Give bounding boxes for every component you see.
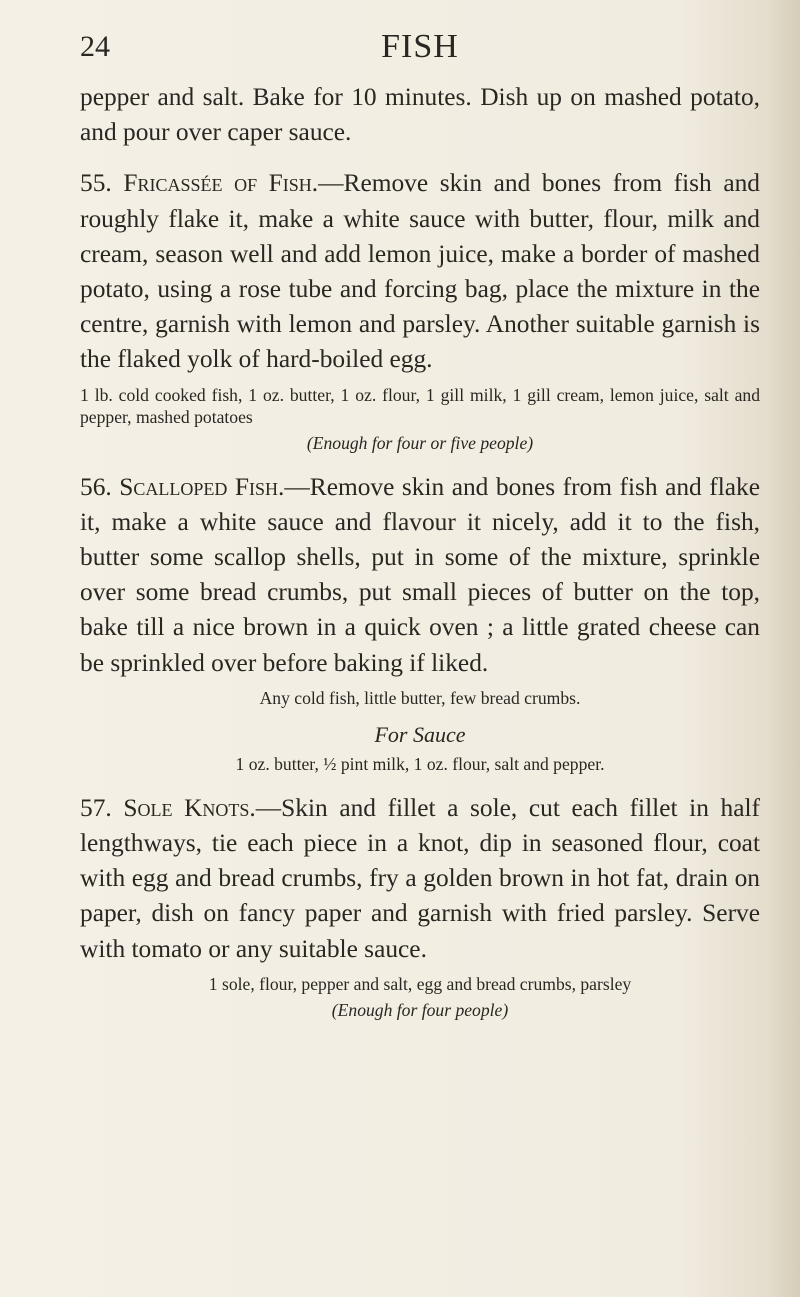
page-body bbox=[80, 80, 760, 1021]
recipe-56 bbox=[80, 470, 760, 681]
recipe-55-title: Fricassée of Fish. bbox=[123, 169, 319, 198]
recipe-56-sauce-ingredients: 1 oz. butter, ½ pint milk, 1 oz. flour, salt and pepper. bbox=[235, 753, 605, 774]
recipe-55-ingredients: 1 lb. cold cooked fish, 1 oz. butter, 1 oz. flour, 1 gill milk, 1 gill cream, lemon juice, salt and pepper, mashed potatoes bbox=[80, 384, 760, 427]
recipe-56-method: —Remove skin and bones from fish and flake it, make a white sauce and flavour it nicely, add it to the fish, butter some scallop shells, put in some of the mixture, sprinkle over some bread crumbs, put small pieces of butter on the top, bake till a nice brown in a quick oven ; a little grated cheese can be sprinkled over before baking if liked. bbox=[80, 472, 760, 677]
page-number: 24 bbox=[80, 30, 110, 63]
recipe-55-method: —Remove skin and bones from fish and roughly flake it, make a white sauce with butter, flour, milk and cream, season well and add lemon juice, make a border of mashed potato, using a rose tube and forcing bag, place the mixture in the centre, garnish with lemon and parsley. Another suitable garnish is the flaked yolk of hard-boiled egg. bbox=[80, 169, 760, 374]
page-header bbox=[80, 28, 760, 68]
recipe-57-yield: (Enough for four people) bbox=[331, 999, 509, 1020]
recipe-55-number: 55. bbox=[80, 169, 112, 198]
recipe-57 bbox=[80, 791, 760, 967]
recipe-56-sauce-heading: For Sauce bbox=[374, 721, 466, 747]
continued-paragraph: pepper and salt. Bake for 10 minutes. Dish up on mashed potato, and pour over caper sauce. bbox=[80, 83, 760, 147]
recipe-57-ingredients: 1 sole, flour, pepper and salt, egg and bread crumbs, parsley bbox=[208, 973, 632, 994]
recipe-55 bbox=[80, 166, 760, 377]
recipe-57-method: —Skin and fillet a sole, cut each fillet in half lengthways, tie each piece in a knot, dip in seasoned flour, coat with egg and bread crumbs, fry a golden brown in hot fat, drain on paper, dish on fancy paper and garnish with fried parsley. Serve with tomato or any suitable sauce. bbox=[80, 793, 760, 963]
recipe-56-title: Scalloped Fish. bbox=[119, 472, 285, 501]
recipe-57-title: Sole Knots. bbox=[123, 793, 256, 822]
recipe-56-number: 56. bbox=[80, 472, 112, 501]
running-title: FISH bbox=[381, 28, 459, 65]
recipe-55-yield: (Enough for four or five people) bbox=[306, 432, 534, 453]
recipe-56-ingredients: Any cold fish, little butter, few bread crumbs. bbox=[259, 687, 581, 708]
recipe-57-number: 57. bbox=[80, 793, 112, 822]
